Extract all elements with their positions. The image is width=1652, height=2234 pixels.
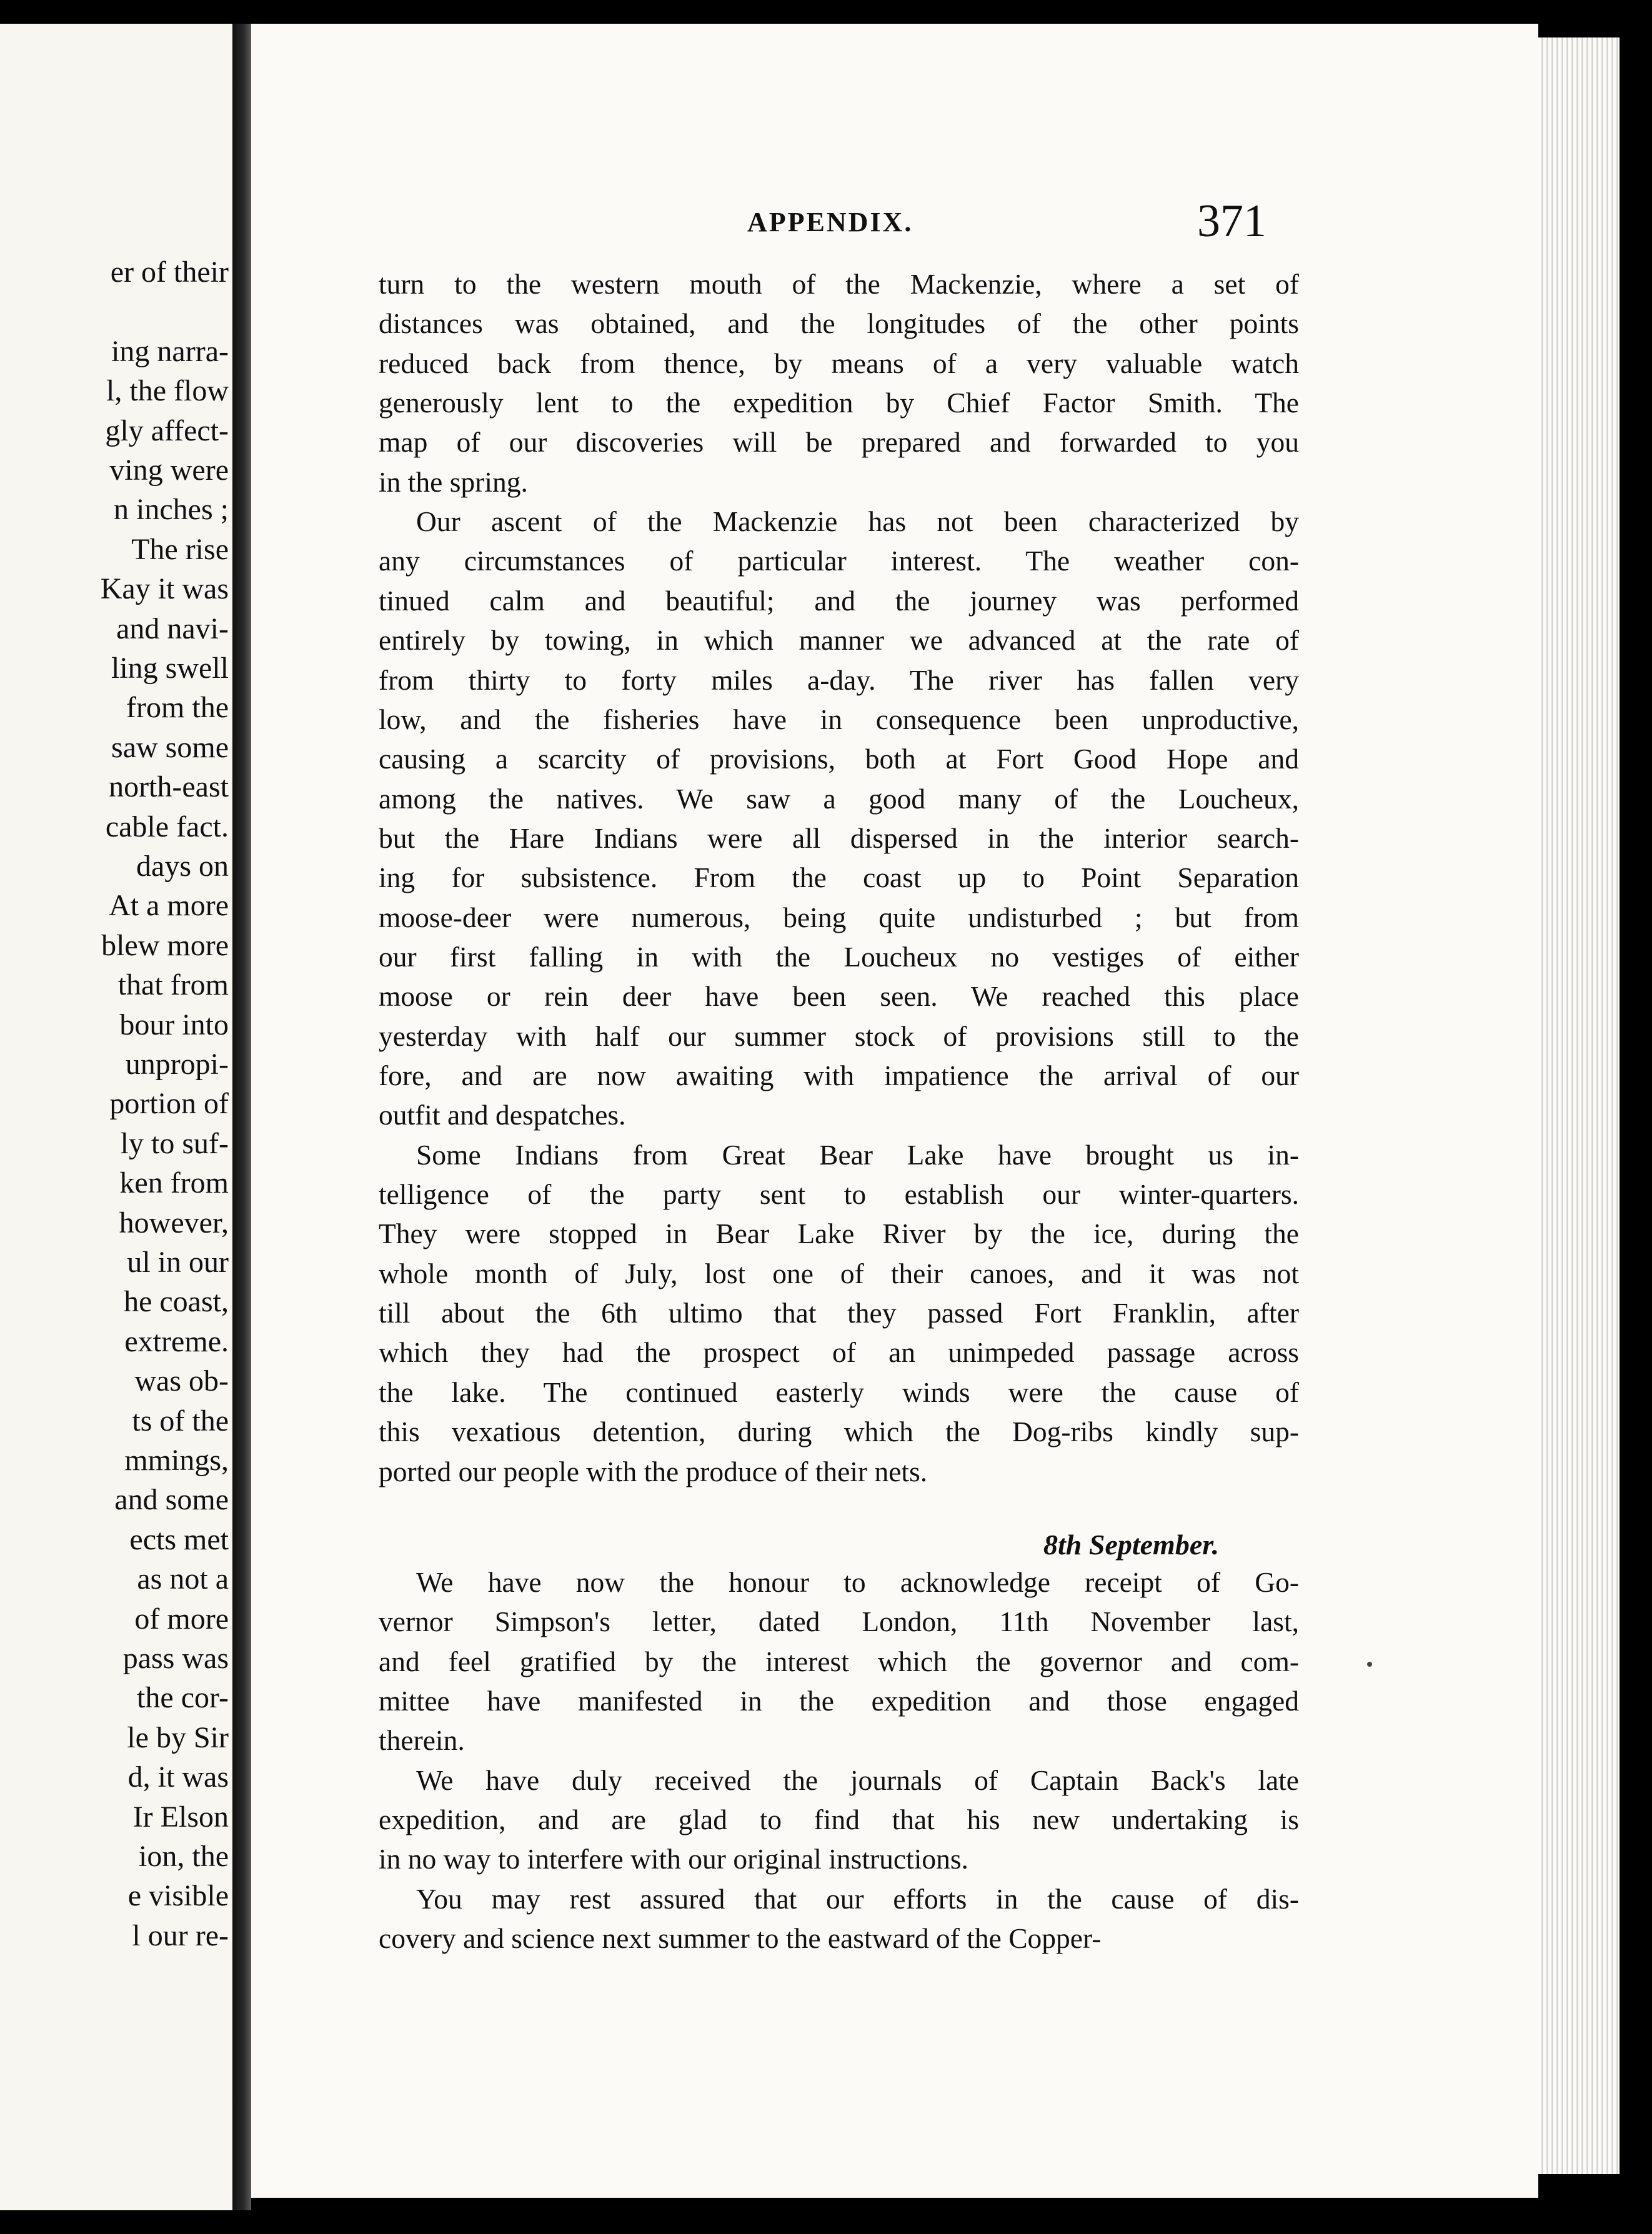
text-line: in the spring. <box>379 465 528 498</box>
text-line: yesterday with half our summer stock of provisions still to the <box>379 1020 1299 1052</box>
facing-page-line: unpropi- <box>125 1048 229 1081</box>
facing-page-line: d, it was <box>127 1760 229 1794</box>
text-line: ported our people with the produce of their nets. <box>379 1455 928 1487</box>
facing-page-line: e visible <box>127 1879 229 1913</box>
facing-page-line: days on <box>136 850 229 883</box>
facing-page-line: and navi- <box>116 612 229 645</box>
text-line: which they had the prospect of an unimpeded passage across <box>379 1336 1299 1369</box>
facing-page-line: At a more <box>109 889 229 923</box>
facing-page-line: that from <box>117 968 229 1002</box>
page-number: 371 <box>1197 196 1266 247</box>
text-line: therein. <box>379 1724 465 1757</box>
facing-page-line: portion of <box>109 1087 229 1121</box>
date-line: 8th September. <box>1043 1529 1220 1561</box>
text-line: mittee have manifested in the expedition and those engaged <box>379 1685 1299 1717</box>
facing-page-line: saw some <box>111 730 229 764</box>
facing-page-line: ts of the <box>132 1404 229 1437</box>
text-line: distances was obtained, and the longitudes of the other points <box>379 307 1299 340</box>
facing-page-line: ing narra- <box>111 334 229 368</box>
text-line: causing a scarcity of provisions, both at Fort Good Hope and <box>379 743 1299 775</box>
facing-page-line: l, the flow <box>106 374 229 408</box>
text-line: outfit and despatches. <box>379 1099 626 1131</box>
facing-page-line: gly affect- <box>105 414 229 447</box>
text-line: whole month of July, lost one of their canoes, and it was not <box>379 1257 1299 1289</box>
facing-page-line: bour into <box>119 1008 229 1041</box>
facing-page-line: ul in our <box>127 1246 229 1279</box>
facing-page-line: Kay it was <box>100 572 229 606</box>
facing-page-line: however, <box>119 1206 229 1239</box>
facing-page-line: The rise <box>131 532 229 566</box>
text-line: ing for subsistence. From the coast up to Point Separation <box>379 861 1299 894</box>
text-line: telligence of the party sent to establish our winter-quarters. <box>379 1178 1299 1211</box>
text-line: map of our discoveries will be prepared and forwarded to you <box>379 426 1299 459</box>
facing-page-line: north-east <box>109 770 229 804</box>
text-line: low, and the fisheries have in consequence been unproductive, <box>379 703 1299 735</box>
facing-page-line: as not a <box>137 1562 229 1596</box>
facing-page-line: Ir Elson <box>132 1800 229 1834</box>
facing-page-line: ion, the <box>139 1840 229 1873</box>
facing-page-line: ken from <box>119 1166 229 1200</box>
text-line: Our ascent of the Mackenzie has not been characterized by <box>416 505 1299 538</box>
facing-page-line: ving were <box>109 454 229 487</box>
facing-page-line: mmings, <box>124 1444 229 1477</box>
text-line: the lake. The continued easterly winds were the cause of <box>379 1376 1299 1408</box>
text-line: generously lent to the expedition by Chief Factor Smith. The <box>379 387 1299 419</box>
text-line: reduced back from thence, by means of a very valuable watch <box>379 347 1299 379</box>
text-line: They were stopped in Bear Lake River by the ice, during the <box>379 1218 1299 1250</box>
facing-page-line: blew more <box>101 928 229 962</box>
facing-page-line: pass was <box>122 1642 229 1675</box>
text-line: this vexatious detention, during which the Dog-ribs kindly sup- <box>379 1416 1299 1448</box>
facing-page-line: ly to suf- <box>120 1126 229 1160</box>
facing-page-line: n inches ; <box>114 493 229 527</box>
running-head: APPENDIX. <box>747 207 913 237</box>
facing-page-line: extreme. <box>124 1324 229 1358</box>
facing-page-line: from the <box>126 691 229 725</box>
text-line: in no way to interfere with our original instructions. <box>379 1843 968 1875</box>
text-line: entirely by towing, in which manner we advanced at the rate of <box>379 624 1299 657</box>
text-line: and feel gratified by the interest which the governor and com- <box>379 1645 1299 1677</box>
text-line: moose or rein deer have been seen. We reached this place <box>379 980 1299 1013</box>
facing-page-line: er of their <box>110 256 229 289</box>
text-line: moose-deer were numerous, being quite undisturbed ; but from <box>379 901 1299 933</box>
facing-page-line: ects met <box>129 1522 229 1556</box>
text-line: fore, and are now awaiting with impatience the arrival of our <box>379 1060 1299 1091</box>
facing-page-line: he coast, <box>124 1285 229 1319</box>
text-line: from thirty to forty miles a-day. The river has fallen very <box>379 663 1299 696</box>
facing-page-line: ling swell <box>111 652 229 685</box>
text-line: any circumstances of particular interest. The weather con- <box>379 545 1299 577</box>
facing-page-line: cable fact. <box>105 810 229 843</box>
facing-page-line: le by Sir <box>127 1720 229 1754</box>
text-line: We have duly received the journals of Captain Back's late <box>416 1764 1299 1796</box>
page-edges <box>1538 37 1620 2174</box>
text-line: covery and science next summer to the eastward of the Copper- <box>379 1922 1102 1955</box>
scan-speck <box>1367 1662 1372 1667</box>
facing-page-line: was ob- <box>134 1364 229 1398</box>
book-gutter <box>232 24 251 2210</box>
text-line: expedition, and are glad to find that his new undertaking is <box>379 1804 1299 1836</box>
facing-page-line: of more <box>134 1602 229 1636</box>
text-line: We have now the honour to acknowledge receipt of Go- <box>416 1566 1299 1598</box>
text-line: till about the 6th ultimo that they passed Fort Franklin, after <box>379 1297 1299 1329</box>
facing-page-left <box>0 24 236 2210</box>
text-line: tinued calm and beautiful; and the journey was performed <box>379 584 1299 617</box>
text-line: vernor Simpson's letter, dated London, 11th November last, <box>379 1606 1299 1638</box>
text-line: You may rest assured that our efforts in the cause of dis- <box>416 1882 1299 1915</box>
facing-page-line: l our re- <box>132 1919 229 1952</box>
text-line: our first falling in with the Loucheux no vestiges of either <box>379 940 1299 973</box>
text-line: among the natives. We saw a good many of the Loucheux, <box>379 782 1299 815</box>
facing-page-line: the cor- <box>137 1681 229 1715</box>
facing-page-line: and some <box>114 1483 229 1517</box>
text-line: Some Indians from Great Bear Lake have brought us in- <box>416 1138 1299 1171</box>
text-line: but the Hare Indians were all dispersed in the interior search- <box>379 822 1299 854</box>
text-line: turn to the western mouth of the Mackenzie, where a set of <box>379 268 1299 300</box>
